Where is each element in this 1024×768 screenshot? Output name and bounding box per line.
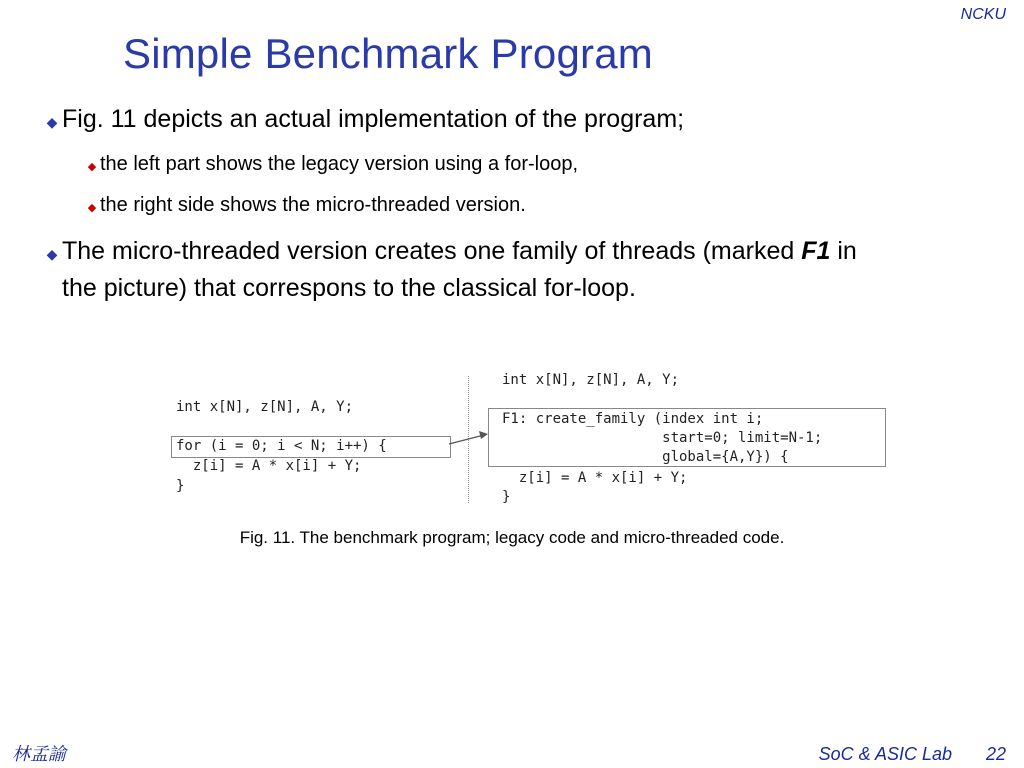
right-code-line-2: F1: create_family (index int i; xyxy=(502,411,764,427)
sub-bullet-2 xyxy=(84,191,526,222)
left-code-line-1: int x[N], z[N], A, Y; xyxy=(176,399,354,415)
diamond-bullet-icon: ◆ xyxy=(46,246,58,262)
bullet-2 xyxy=(42,234,992,305)
left-code-line-4: } xyxy=(176,478,185,494)
left-code-line-2: for (i = 0; i < N; i++) { xyxy=(176,438,387,454)
right-code-line-5: z[i] = A * x[i] + Y; xyxy=(502,470,688,486)
slide-title: Simple Benchmark Program xyxy=(123,30,653,77)
right-code-line-3: start=0; limit=N-1; xyxy=(502,430,823,446)
page-number: 22 xyxy=(985,744,1006,764)
figure-caption: Fig. 11. The benchmark program; legacy code and micro-threaded code. xyxy=(239,528,785,547)
bullet-1 xyxy=(42,102,684,139)
sub-bullet-1-text: the left part shows the legacy version using a for-loop, xyxy=(100,153,579,175)
bullet-2-text-post: in xyxy=(830,237,857,265)
red-diamond-bullet-icon: ◆ xyxy=(87,161,97,173)
sub-bullet-2-text: the right side shows the micro-threaded version. xyxy=(100,194,526,216)
right-code-line-1: int x[N], z[N], A, Y; xyxy=(502,372,680,388)
bullet-1-text: Fig. 11 depicts an actual implementation of the program; xyxy=(62,105,685,133)
sub-bullet-1 xyxy=(84,150,578,181)
diamond-bullet-icon: ◆ xyxy=(46,114,58,130)
right-code-line-4: global={A,Y}) { xyxy=(502,449,789,465)
bullet-2-line2: the picture) that correspons to the classical for-loop. xyxy=(62,274,636,302)
red-diamond-bullet-icon: ◆ xyxy=(87,202,97,214)
bullet-2-text-pre: The micro-threaded version creates one family of threads (marked xyxy=(62,237,802,265)
left-code-line-3: z[i] = A * x[i] + Y; xyxy=(176,458,362,474)
lab-name: SoC & ASIC Lab xyxy=(818,744,952,764)
author-name: 林孟諭 xyxy=(12,744,66,765)
org-label: NCKU xyxy=(960,6,1006,23)
right-code-line-6: } xyxy=(502,489,511,505)
bullet-2-emphasis: F1 xyxy=(801,237,831,265)
arrow-icon xyxy=(448,425,492,449)
